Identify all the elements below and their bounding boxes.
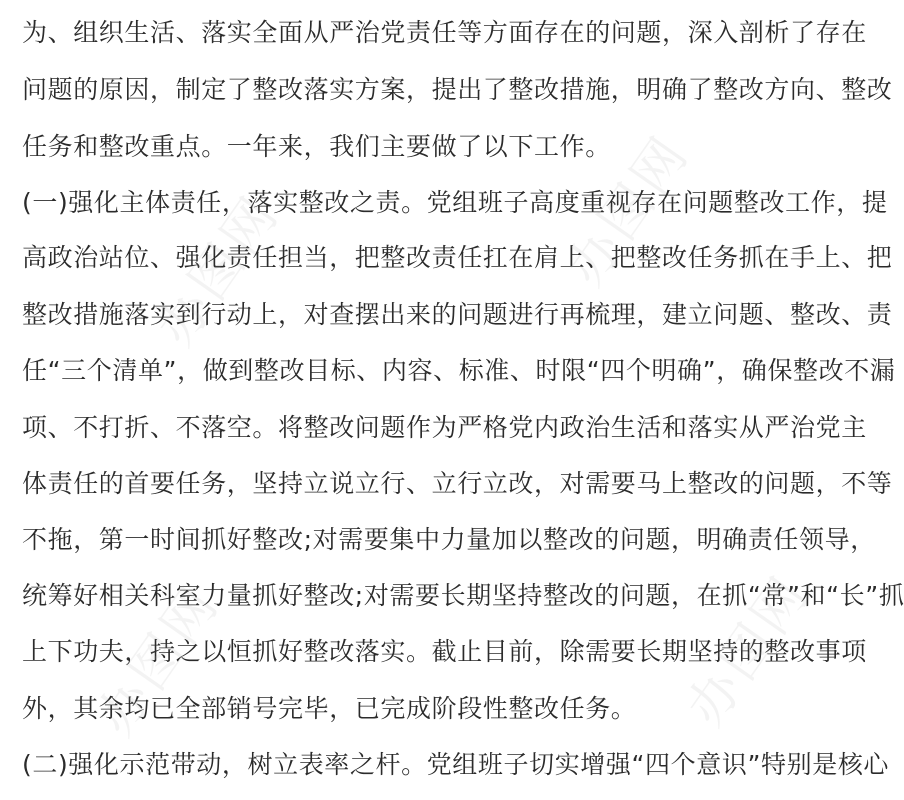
watermark-4: 办图网 [85, 574, 232, 747]
text-line-5: 高政治站位、强化责任担当，把整改责任扛在肩上、把整改任务抓在手上、把 [22, 243, 893, 272]
text-line-14: (二)强化示范带动，树立表率之杆。党组班子切实增强“四个意识”特别是核心 [22, 750, 890, 779]
text-line-2: 问题的原因，制定了整改落实方案，提出了整改措施，明确了整改方向、整改 [22, 75, 893, 104]
watermark-2: 办图网 [145, 184, 292, 357]
text-line-1: 为、组织生活、落实全面从严治党责任等方面存在的问题，深入剖析了存在 [22, 18, 867, 47]
text-line-9: 体责任的首要任务，坚持立说立行、立行立改，对需要马上整改的问题，不等 [22, 469, 893, 498]
text-line-6: 整改措施落实到行动上，对查摆出来的问题进行再梳理，建立问题、整改、责 [22, 300, 893, 329]
text-line-8: 项、不打折、不落空。将整改问题作为严格党内政治生活和落实从严治党主 [22, 413, 867, 442]
text-line-3: 任务和整改重点。一年来，我们主要做了以下工作。 [22, 132, 611, 161]
text-line-7: 任“三个清单”，做到整改目标、内容、标准、时限“四个明确”，确保整改不漏 [22, 356, 896, 385]
watermark-3: 办图网 [675, 564, 822, 737]
text-line-4: (一)强化主体责任，落实整改之责。党组班子高度重视存在问题整改工作，提 [22, 188, 888, 217]
text-line-10: 不拖，第一时间抓好整改;对需要集中力量加以整改的问题，明确责任领导， [22, 525, 876, 554]
text-line-13: 外，其余均已全部销号完毕，已完成阶段性整改任务。 [22, 694, 637, 723]
watermark-1: 办图网 [555, 124, 702, 297]
text-line-12: 上下功夫，持之以恒抓好整改落实。截止目前，除需要长期坚持的整改事项 [22, 637, 867, 666]
text-line-11: 统筹好相关科室力量抓好整改;对需要长期坚持整改的问题，在抓“常”和“长”抓 [22, 581, 904, 610]
